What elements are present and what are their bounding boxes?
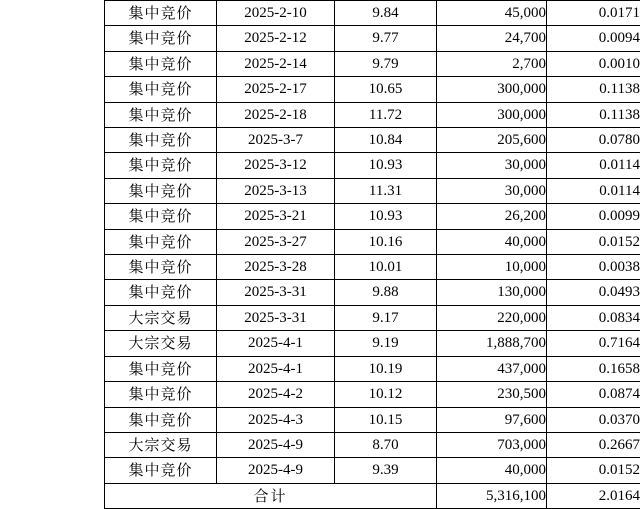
cell-method: 大宗交易	[105, 432, 217, 457]
cell-quantity: 1,888,700	[437, 331, 547, 356]
cell-date: 2025-3-31	[217, 280, 335, 305]
table-row	[105, 458, 640, 483]
cell-price: 10.19	[335, 356, 437, 381]
cell-method: 集中竞价	[105, 77, 217, 102]
cell-price: 9.88	[335, 280, 437, 305]
table-row	[105, 1, 640, 26]
cell-ratio: 0.0834	[547, 305, 640, 330]
cell-date: 2025-4-9	[217, 432, 335, 457]
cell-price: 9.77	[335, 26, 437, 51]
table-row	[105, 26, 640, 51]
cell-quantity: 10,000	[437, 255, 547, 280]
cell-method: 集中竞价	[105, 255, 217, 280]
cell-method: 集中竞价	[105, 26, 217, 51]
cell-quantity: 30,000	[437, 178, 547, 203]
cell-ratio: 0.0099	[547, 204, 640, 229]
table-row	[105, 51, 640, 76]
cell-ratio: 0.2667	[547, 432, 640, 457]
cell-date: 2025-3-21	[217, 204, 335, 229]
cell-price: 11.72	[335, 102, 437, 127]
cell-method: 集中竞价	[105, 458, 217, 483]
cell-total-quantity: 5,316,100	[437, 483, 547, 508]
cell-quantity: 97,600	[437, 407, 547, 432]
cell-ratio: 0.0780	[547, 128, 640, 153]
table-row	[105, 204, 640, 229]
cell-date: 2025-4-1	[217, 331, 335, 356]
cell-ratio: 0.0874	[547, 382, 640, 407]
table-row	[105, 331, 640, 356]
cell-price: 10.12	[335, 382, 437, 407]
cell-quantity: 703,000	[437, 432, 547, 457]
cell-method: 集中竞价	[105, 1, 217, 26]
cell-ratio: 0.1138	[547, 77, 640, 102]
cell-date: 2025-3-7	[217, 128, 335, 153]
cell-date: 2025-3-27	[217, 229, 335, 254]
cell-quantity: 24,700	[437, 26, 547, 51]
cell-method: 集中竞价	[105, 51, 217, 76]
cell-quantity: 230,500	[437, 382, 547, 407]
cell-method: 集中竞价	[105, 178, 217, 203]
cell-ratio: 0.0038	[547, 255, 640, 280]
cell-ratio: 0.1658	[547, 356, 640, 381]
cell-method: 集中竞价	[105, 407, 217, 432]
cell-price: 9.79	[335, 51, 437, 76]
cell-quantity: 40,000	[437, 458, 547, 483]
cell-method: 集中竞价	[105, 102, 217, 127]
cell-date: 2025-2-18	[217, 102, 335, 127]
table-row	[105, 432, 640, 457]
cell-date: 2025-4-2	[217, 382, 335, 407]
cell-date: 2025-3-12	[217, 153, 335, 178]
cell-quantity: 220,000	[437, 305, 547, 330]
cell-quantity: 300,000	[437, 77, 547, 102]
cell-price: 10.93	[335, 153, 437, 178]
cell-price: 9.84	[335, 1, 437, 26]
cell-price: 8.70	[335, 432, 437, 457]
table-row	[105, 128, 640, 153]
cell-ratio: 0.0370	[547, 407, 640, 432]
cell-quantity: 30,000	[437, 153, 547, 178]
table-row	[105, 305, 640, 330]
cell-quantity: 437,000	[437, 356, 547, 381]
cell-price: 10.16	[335, 229, 437, 254]
table-body	[105, 1, 640, 509]
cell-date: 2025-2-12	[217, 26, 335, 51]
cell-quantity: 40,000	[437, 229, 547, 254]
cell-method: 集中竞价	[105, 280, 217, 305]
cell-price: 9.39	[335, 458, 437, 483]
table-total-row	[105, 483, 640, 508]
cell-quantity: 45,000	[437, 1, 547, 26]
cell-method: 集中竞价	[105, 153, 217, 178]
transactions-table	[104, 0, 640, 509]
table-row	[105, 229, 640, 254]
cell-date: 2025-4-1	[217, 356, 335, 381]
table-row	[105, 280, 640, 305]
cell-method: 大宗交易	[105, 305, 217, 330]
cell-ratio: 0.0010	[547, 51, 640, 76]
cell-quantity: 26,200	[437, 204, 547, 229]
cell-method: 大宗交易	[105, 331, 217, 356]
cell-price: 10.93	[335, 204, 437, 229]
table-row	[105, 153, 640, 178]
table-row	[105, 382, 640, 407]
cell-quantity: 130,000	[437, 280, 547, 305]
cell-date: 2025-3-13	[217, 178, 335, 203]
cell-method: 集中竞价	[105, 229, 217, 254]
cell-ratio: 0.0114	[547, 178, 640, 203]
cell-quantity: 205,600	[437, 128, 547, 153]
cell-price: 10.84	[335, 128, 437, 153]
cell-price: 11.31	[335, 178, 437, 203]
cell-date: 2025-2-14	[217, 51, 335, 76]
cell-ratio: 0.0152	[547, 458, 640, 483]
table-row	[105, 178, 640, 203]
cell-ratio: 0.0493	[547, 280, 640, 305]
cell-ratio: 0.0114	[547, 153, 640, 178]
cell-price: 9.19	[335, 331, 437, 356]
cell-method: 集中竞价	[105, 382, 217, 407]
table-row	[105, 102, 640, 127]
cell-date: 2025-3-28	[217, 255, 335, 280]
cell-ratio: 0.7164	[547, 331, 640, 356]
cell-method: 集中竞价	[105, 128, 217, 153]
table-row	[105, 407, 640, 432]
table-row	[105, 356, 640, 381]
cell-date: 2025-4-9	[217, 458, 335, 483]
cell-date: 2025-3-31	[217, 305, 335, 330]
cell-price: 10.65	[335, 77, 437, 102]
cell-method: 集中竞价	[105, 356, 217, 381]
cell-total-ratio: 2.0164	[547, 483, 640, 508]
table-row	[105, 255, 640, 280]
cell-price: 10.01	[335, 255, 437, 280]
cell-date: 2025-2-10	[217, 1, 335, 26]
cell-quantity: 2,700	[437, 51, 547, 76]
cell-price: 9.17	[335, 305, 437, 330]
cell-ratio: 0.1138	[547, 102, 640, 127]
cell-method: 集中竞价	[105, 204, 217, 229]
cell-quantity: 300,000	[437, 102, 547, 127]
table-row	[105, 77, 640, 102]
cell-price: 10.15	[335, 407, 437, 432]
cell-ratio: 0.0094	[547, 26, 640, 51]
cell-date: 2025-4-3	[217, 407, 335, 432]
cell-date: 2025-2-17	[217, 77, 335, 102]
cell-ratio: 0.0152	[547, 229, 640, 254]
cell-ratio: 0.0171	[547, 1, 640, 26]
cell-total-label: 合计	[105, 483, 437, 508]
